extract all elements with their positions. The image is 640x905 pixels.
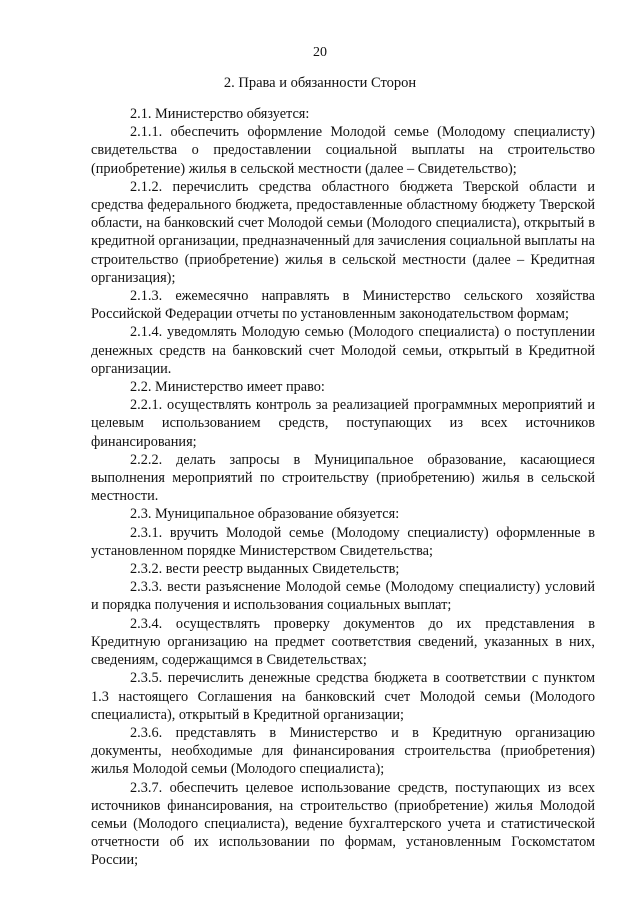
body-text	[91, 105, 595, 870]
paragraph-2-3-5: 2.3.5. перечислить денежные средства бюджета в соответствии с пунктом 1.3 настоящего Соглашения на банковский счет Молодой семьи (Молодого специалиста), открытый в Кредитной организации;	[91, 670, 595, 723]
page-number: 20	[313, 45, 327, 60]
paragraph-2-3: 2.3. Муниципальное образование обязуется:	[130, 506, 400, 523]
paragraph-2-1: 2.1. Министерство обязуется:	[130, 106, 310, 122]
paragraph-2-3-1: 2.3.1. вручить Молодой семье (Молодому специалисту) оформленные в установленном порядке Министерством Свидетельства;	[91, 524, 595, 559]
paragraph-2-3-2: 2.3.2. вести реестр выданных Свидетельств;	[130, 561, 400, 578]
paragraph-2-3-3: 2.3.3. вести разъяснение Молодой семье (Молодому специалисту) условий и порядка получения и использования социальных выплат;	[91, 579, 595, 614]
paragraph-2-3-7: 2.3.7. обеспечить целевое использование средств, поступающих из всех источников финансирования, на строительство (приобретение) жилья Молодой семьи (Молодого специалиста), ведение бухгалтерского учета и статистической отчетности об их использовании по формам, установленным Госкомстатом России;	[91, 779, 595, 869]
paragraph-2-1-3: 2.1.3. ежемесячно направлять в Министерство сельского хозяйства Российской Федерации отчеты по установленным законодательством формам;	[91, 288, 595, 323]
paragraph-2-1-1: 2.1.1. обеспечить оформление Молодой семье (Молодому специалисту) свидетельства о предоставлении социальной выплаты на строительство (приобретение) жилья в сельской местности (далее – Свидетельство);	[91, 124, 595, 177]
paragraph-2-2-1: 2.2.1. осуществлять контроль за реализацией программных мероприятий и целевым использованием средств, поступающих из всех источников финансирования;	[91, 397, 595, 450]
section-title: 2. Права и обязанности Сторон	[223, 75, 417, 91]
paragraph-2-3-6: 2.3.6. представлять в Министерство и в Кредитную организацию документы, необходимые для финансирования строительства (приобретения) жилья Молодой семьи (Молодого специалиста);	[91, 724, 595, 778]
paragraph-2-2: 2.2. Министерство имеет право:	[130, 379, 325, 396]
paragraph-2-2-2: 2.2.2. делать запросы в Муниципальное образование, касающиеся выполнения мероприятий по строительству (приобретению) жилья в сельской местности.	[91, 451, 595, 505]
paragraph-2-1-4: 2.1.4. уведомлять Молодую семью (Молодого специалиста) о поступлении денежных средств на банковский счет Молодой семьи, открытый в Кредитной организации.	[91, 324, 595, 377]
paragraph-2-1-2: 2.1.2. перечислить средства областного бюджета Тверской области и средства федерального бюджета, предоставленные областному бюджету Тверской области, на банковский счет Молодой семьи (Молодого специалиста), открытый в кредитной организации, предназначенный для зачисления социальной выплаты на строительство (приобретение) жилья в сельской местности (далее – Кредитная организация);	[91, 178, 595, 286]
paragraph-2-3-4: 2.3.4. осуществлять проверку документов до их представления в Кредитную организацию на предмет соответствия сведений, указанных в них, сведениям, содержащимся в Свидетельствах;	[91, 615, 595, 669]
